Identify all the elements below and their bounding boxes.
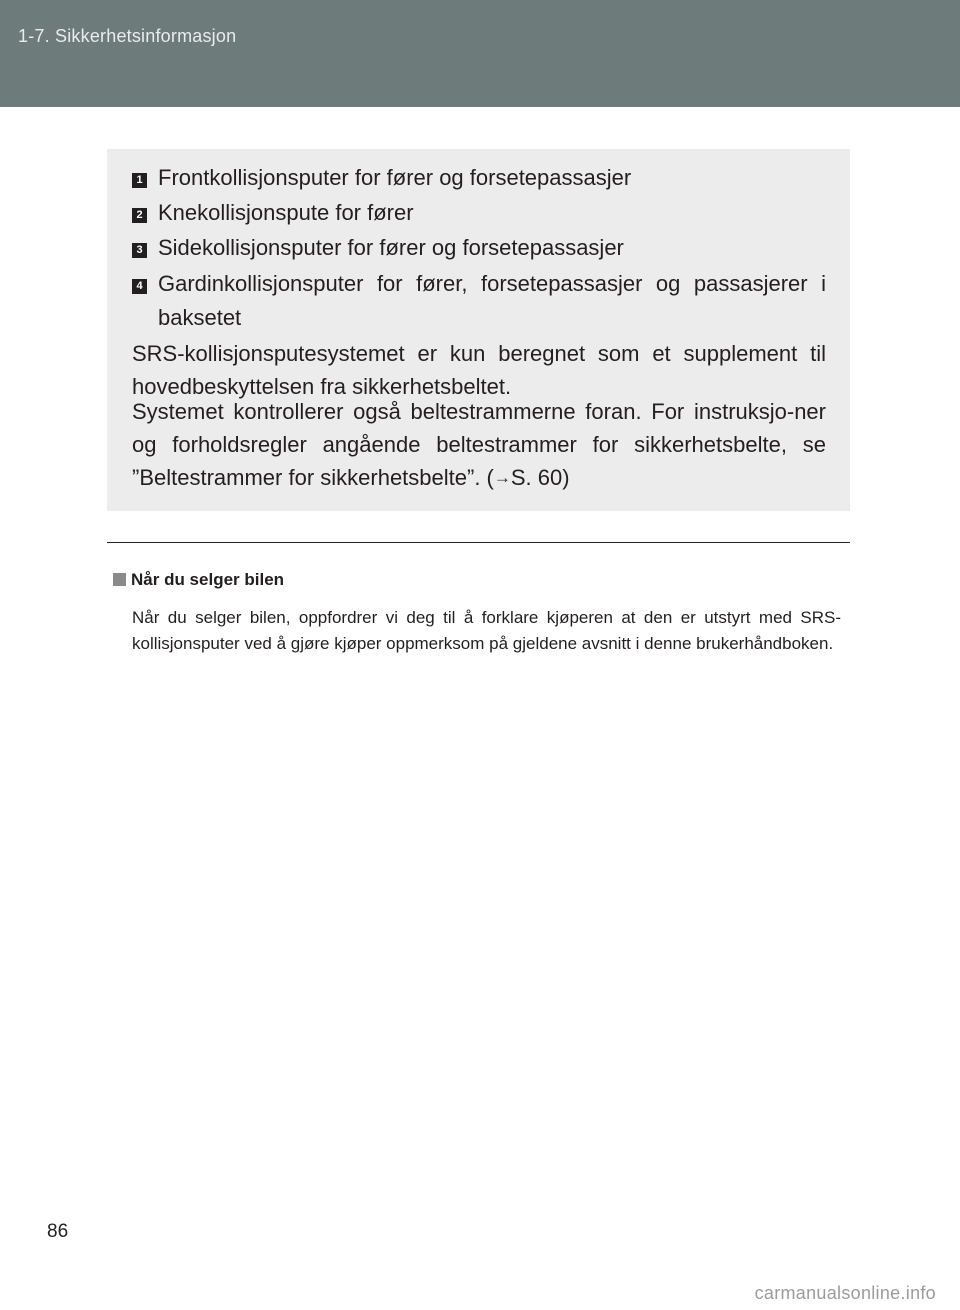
square-bullet-icon — [113, 573, 126, 586]
selling-car-heading-text: Når du selger bilen — [131, 570, 285, 589]
airbag-legend-box — [107, 149, 850, 511]
number-badge-icon: 3 — [132, 243, 147, 258]
legend-item-4 — [132, 267, 826, 335]
number-badge-icon: 4 — [132, 279, 147, 294]
page-number: 86 — [47, 1221, 69, 1242]
legend-text: Knekollisjonspute for fører — [158, 200, 414, 225]
pretensioner-paragraph — [132, 395, 826, 494]
selling-car-heading — [113, 569, 284, 591]
section-divider — [107, 542, 850, 543]
number-badge-icon: 1 — [132, 173, 147, 188]
number-badge-icon: 2 — [132, 208, 147, 223]
page-reference-link[interactable]: S. 60) — [510, 465, 570, 490]
section-header-bar — [0, 0, 960, 107]
legend-text: Gardinkollisjonsputer for fører, forsetepassasjer og passasjerer i baksetet — [158, 271, 826, 330]
pretensioner-text: Systemet kontrollerer også beltestrammerne foran. For instruksjo-ner og forholdsregler angående beltestrammer for sikkerhetsbelte, se ”Beltestrammer for sikkerhetsbelte”. ( — [132, 399, 826, 490]
site-watermark: carmanualsonline.info — [754, 1283, 936, 1303]
selling-car-body: Når du selger bilen, oppfordrer vi deg til å forklare kjøperen at den er utstyrt med SRS-kollisjonsputer ved å gjøre kjøper oppmerksom på gjeldene avsnitt i denne brukerhåndboken. — [132, 608, 841, 653]
arrow-right-icon: → — [493, 468, 511, 487]
section-title: 1-7. Sikkerhetsinformasjon — [18, 26, 237, 46]
srs-supplement-paragraph: SRS-kollisjonsputesystemet er kun beregnet som et supplement til hovedbeskyttelsen fra sikkerhetsbeltet. — [132, 341, 826, 399]
legend-text: Sidekollisjonsputer for fører og forsetepassasjer — [158, 235, 624, 260]
legend-text: Frontkollisjonsputer for fører og forsetepassasjer — [158, 165, 632, 190]
